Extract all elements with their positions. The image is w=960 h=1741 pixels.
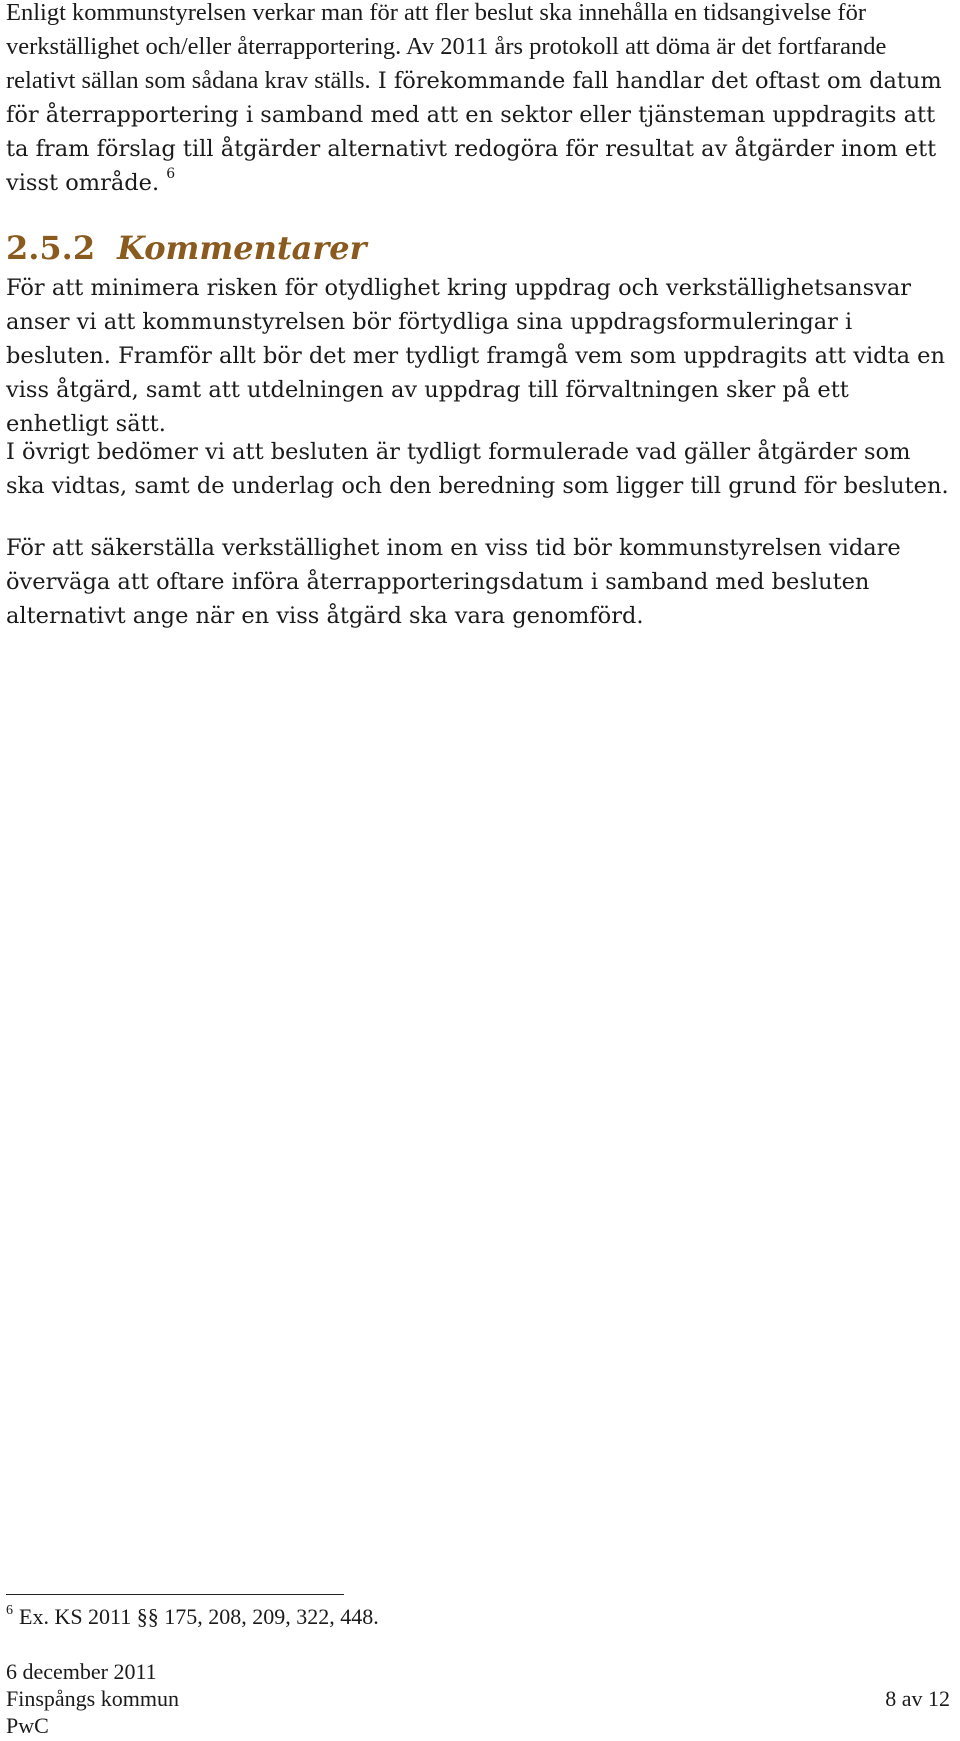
section-number: 2.5.2 [6,229,96,267]
paragraph-besluten: I övrigt bedömer vi att besluten är tydligt formulerade vad gäller åtgärder som ska vidtas, samt de underlag och den beredning som ligger till grund för besluten. [6,439,949,499]
page-number: 8 av 12 [885,1686,950,1711]
paragraph-verkstallighet [6,0,954,200]
paragraph-uppdrag: För att minimera risken för otydlighet kring uppdrag och verkställighetsansvar anser vi att kommunstyrelsen bör förtydliga sina uppdragsformuleringar i besluten. Framför allt bör det mer tydligt framgå vem som uppdragits att vidta en viss åtgärd, samt att utdelningen av uppdrag till förvaltningen sker på ett enhetligt sätt. [6,275,945,437]
footnote-divider [6,1594,344,1595]
footer-company: PwC [6,1713,49,1738]
paragraph-aterrapportering: För att säkerställa verkställighet inom en viss tid bör kommunstyrelsen vidare överväga att oftare införa återrapporteringsdatum i samband med besluten alternativt ange när en viss åtgärd ska vara genomförd. [6,535,901,629]
footnote-number: 6 [6,1603,13,1618]
paragraph-part-b: I förekommande fall handlar det oftast om datum för återrapportering i samband med att en sektor eller tjänsteman uppdragits att ta fram förslag till åtgärder alternativt redogöra för resultat av åtgärder inom ett visst område. [6,68,942,196]
footnote [6,1602,379,1632]
paragraph-part-a: Enligt kommunstyrelsen verkar man för att fler beslut ska innehålla en tidsangivelse för verkställighet och/eller återrapportering. Av 2011 års protokoll att döma är det fortfarande relativt sällan som sådana krav ställs. [6,0,887,94]
footnote-text: Ex. KS 2011 §§ 175, 208, 209, 322, 448. [19,1604,379,1629]
section-heading [6,226,366,270]
footer-organization: Finspångs kommun [6,1686,179,1711]
footnote-reference[interactable]: 6 [166,166,176,182]
footer-date: 6 december 2011 [6,1659,157,1684]
section-title: Kommentarer [117,229,367,267]
